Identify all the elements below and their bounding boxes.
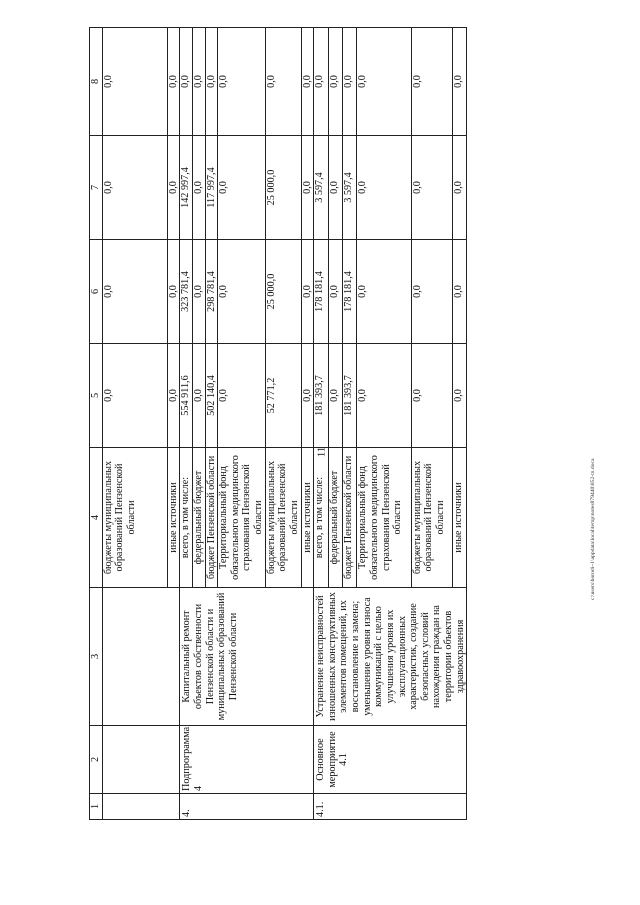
value-cell: 0,0 — [192, 344, 205, 448]
col-6-header: 6 — [90, 240, 103, 344]
value-cell: 0,0 — [328, 28, 342, 136]
funding-source: иные источники — [167, 448, 180, 588]
value-cell: 3 597,4 — [314, 136, 328, 240]
value-cell: 0,0 — [357, 28, 411, 136]
value-cell: 0,0 — [167, 344, 180, 448]
value-cell: 52 771,2 — [265, 344, 301, 448]
value-cell: 181 393,7 — [343, 344, 357, 448]
funding-source: всего, в том числе: — [314, 448, 328, 588]
value-cell: 0,0 — [328, 344, 342, 448]
funding-source: бюджеты муниципальных образований Пензенской области — [265, 448, 301, 588]
funding-source: бюджеты муниципальных образований Пензенской области — [102, 448, 167, 588]
value-cell: 0,0 — [411, 28, 452, 136]
value-cell: 178 181,4 — [343, 240, 357, 344]
program-title: Капитальный ремонт объектов собственности Пензенской области и муниципальных образований Пензенской области — [180, 588, 314, 726]
value-cell: 0,0 — [205, 28, 218, 136]
col-8-header: 8 — [90, 28, 103, 136]
col-5-header: 5 — [90, 344, 103, 448]
value-cell: 0,0 — [192, 136, 205, 240]
value-cell: 0,0 — [328, 240, 342, 344]
value-cell: 25 000,0 — [265, 136, 301, 240]
value-cell: 0,0 — [452, 344, 466, 448]
value-cell: 0,0 — [357, 136, 411, 240]
value-cell: 323 781,4 — [180, 240, 193, 344]
value-cell: 0,0 — [180, 28, 193, 136]
footer-file-path: c:\users\borodi~1\appdata\local\temp\notes879440\852-m.doca — [590, 458, 596, 600]
value-cell: 0,0 — [192, 28, 205, 136]
value-cell: 0,0 — [328, 136, 342, 240]
value-cell: 0,0 — [301, 240, 314, 344]
col-4-header: 4 — [90, 448, 103, 588]
funding-source: Территориальный фонд обязательного медицинского страхования Пензенской области — [357, 448, 411, 588]
col-7-header: 7 — [90, 136, 103, 240]
value-cell: 298 781,4 — [205, 240, 218, 344]
value-cell: 0,0 — [314, 28, 328, 136]
col-1-header: 1 — [90, 794, 103, 820]
value-cell: 0,0 — [102, 344, 167, 448]
value-cell: 142 997,4 — [180, 136, 193, 240]
value-cell: 0,0 — [411, 136, 452, 240]
funding-source: бюджет Пензенской области — [205, 448, 218, 588]
funding-source: федеральный бюджет — [192, 448, 205, 588]
value-cell: 0,0 — [102, 136, 167, 240]
value-cell: 0,0 — [218, 136, 266, 240]
funding-source: Территориальный фонд обязательного медицинского страхования Пензенской области — [218, 448, 266, 588]
value-cell: 0,0 — [102, 240, 167, 344]
table-row — [180, 28, 193, 820]
value-cell: 0,0 — [218, 28, 266, 136]
value-cell: 0,0 — [301, 28, 314, 136]
program-name: Подпрограмма 4 — [180, 726, 314, 794]
value-cell: 0,0 — [452, 28, 466, 136]
value-cell: 0,0 — [357, 240, 411, 344]
program-name: Основное мероприятие 4.1 — [314, 726, 467, 794]
value-cell: 181 393,7 — [314, 344, 328, 448]
value-cell: 0,0 — [411, 240, 452, 344]
budget-table — [89, 27, 467, 820]
value-cell: 117 997,4 — [205, 136, 218, 240]
header-row — [90, 28, 103, 820]
value-cell: 0,0 — [265, 28, 301, 136]
row-number: 4. — [180, 794, 314, 820]
col-3-header: 3 — [90, 588, 103, 726]
value-cell: 0,0 — [167, 136, 180, 240]
funding-source: бюджет Пензенской области — [343, 448, 357, 588]
value-cell: 0,0 — [411, 344, 452, 448]
value-cell: 3 597,4 — [343, 136, 357, 240]
page-number: 11 — [315, 446, 328, 458]
table-row — [102, 28, 167, 820]
rotated-table-sheet — [89, 28, 579, 820]
value-cell: 0,0 — [452, 136, 466, 240]
empty-cell — [102, 726, 180, 794]
value-cell: 0,0 — [301, 344, 314, 448]
value-cell: 0,0 — [343, 28, 357, 136]
value-cell: 0,0 — [452, 240, 466, 344]
value-cell: 25 000,0 — [265, 240, 301, 344]
value-cell: 0,0 — [218, 240, 266, 344]
value-cell: 0,0 — [102, 28, 167, 136]
table-row — [314, 28, 328, 820]
program-title: Устранение неисправностей изношенных конструктивных элементов помещений, их восстановление и замена; уменьшение уровня износа коммуникаций с целью улучшения уровня их эксплуатационных характеристик, создание безопасных условий нахождения граждан на территории объектов здравоохранения — [314, 588, 467, 726]
value-cell: 0,0 — [167, 240, 180, 344]
value-cell: 0,0 — [167, 28, 180, 136]
value-cell: 554 911,6 — [180, 344, 193, 448]
value-cell: 0,0 — [301, 136, 314, 240]
value-cell: 502 140,4 — [205, 344, 218, 448]
funding-source: иные источники — [301, 448, 314, 588]
funding-source: федеральный бюджет — [328, 448, 342, 588]
row-number: 4.1. — [314, 794, 467, 820]
value-cell: 0,0 — [218, 344, 266, 448]
funding-source: иные источники — [452, 448, 466, 588]
value-cell: 0,0 — [357, 344, 411, 448]
funding-source: бюджеты муниципальных образований Пензенской области — [411, 448, 452, 588]
funding-source: всего, в том числе: — [180, 448, 193, 588]
empty-cell — [102, 794, 180, 820]
value-cell: 0,0 — [192, 240, 205, 344]
value-cell: 178 181,4 — [314, 240, 328, 344]
empty-cell — [102, 588, 180, 726]
col-2-header: 2 — [90, 726, 103, 794]
